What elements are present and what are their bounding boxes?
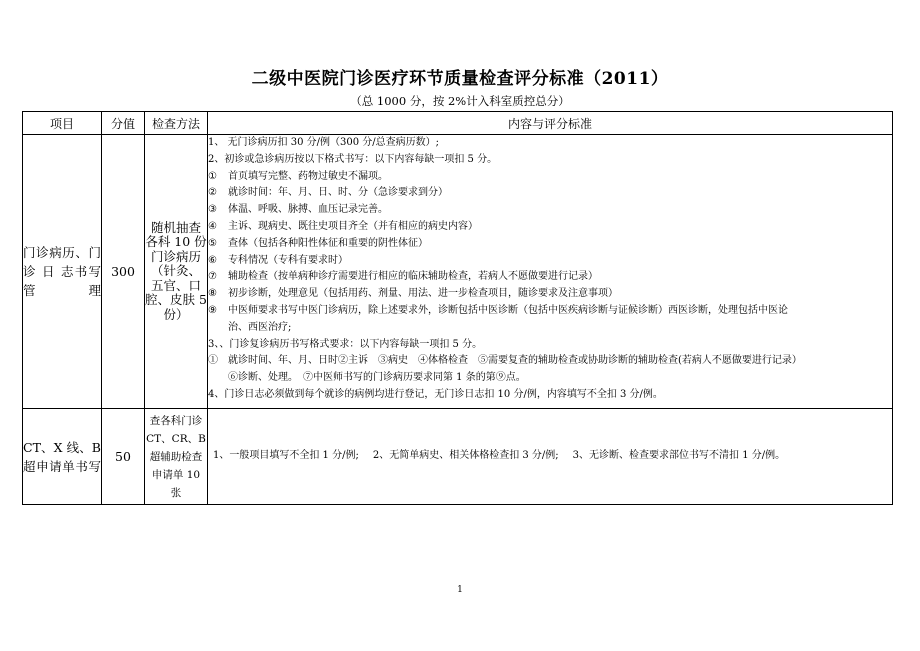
criterion-3: 3、无诊断、检查要求部位书写不清扣 1 分/例。 (572, 450, 786, 462)
page-number: 1 (457, 585, 463, 595)
content-item (208, 303, 892, 320)
item-text: 主诉、现病史、既往史项目齐全（并有相应的病史内容） (228, 220, 478, 232)
table-row (23, 409, 893, 505)
content-line: 3、、门诊复诊病历书写格式要求：以下内容每缺一项扣 5 分。 (208, 338, 483, 350)
document-subtitle: （总 1000 分，按 2%计入科室质控总分） (350, 94, 570, 108)
item-text: 首页填写完整、药物过敏史不漏项。 (228, 170, 388, 182)
content-item (208, 253, 892, 270)
scoring-table (22, 111, 893, 505)
item-marker: ⑦ (208, 271, 217, 283)
content-line (213, 448, 892, 465)
header-content: 内容与评分标准 (208, 112, 893, 135)
content-item (208, 202, 892, 219)
row-score: 50 (102, 409, 145, 505)
content-item-continuation: 治、西医治疗; (228, 321, 292, 333)
content-item (208, 219, 892, 236)
content-line: 1、 无门诊病历扣 30 分/例（300 分/总查病历数）; (208, 137, 439, 148)
criterion-1: 1、一般项目填写不全扣 1 分/例; (213, 450, 359, 462)
content-items (208, 169, 892, 337)
row-method: 随机抽查各科 10 份门诊病历（针灸、五官、口腔、皮肤 5 份） (145, 135, 208, 409)
item-marker: ③ (208, 204, 217, 216)
content-line-continuation: ⑥诊断、处理。 ⑦中医师书写的门诊病历要求同第 1 条的第⑨点。 (228, 372, 526, 384)
row-item: CT、X 线、B 超申请单书写 (23, 409, 102, 505)
item-marker: ⑤ (208, 237, 217, 249)
item-text: 中医师要求书写中医门诊病历，除上述要求外，诊断包括中医诊断（包括中医疾病诊断与证候诊断）西医诊断，处理包括中医论 (228, 304, 788, 316)
content-item (208, 269, 892, 286)
criterion-2: 2、无简单病史、相关体格检查扣 3 分/例; (372, 450, 559, 462)
content-line: ① 就诊时间、年、月、日时②主诉 ③病史 ④体格检查 ⑤需要复查的辅助检查或协助诊断的辅助检查(若病人不愿做要进行记录） (208, 355, 802, 367)
content-item (208, 286, 892, 303)
header-item: 项目 (23, 112, 102, 135)
item-text: 专科情况（专科有要求时） (228, 254, 348, 266)
item-text: 查体（包括各种阳性体征和重要的阴性体征） (228, 237, 428, 249)
table-row (23, 135, 893, 409)
item-text: 就诊时间：年、月、日、时、分（急诊要求到分） (228, 187, 448, 199)
row-item: 门诊病历、门 诊 日 志书写管理 (23, 135, 102, 409)
item-marker: ① (208, 170, 217, 182)
item-text: 体温、呼吸、脉搏、血压记录完善。 (228, 204, 388, 216)
item-text: 辅助检查（按单病种诊疗需要进行相应的临床辅助检查，若病人不愿做要进行记录） (228, 271, 598, 283)
document-title: 二级中医院门诊医疗环节质量检查评分标准（2011） (251, 69, 669, 89)
item-marker: ⑥ (208, 254, 217, 266)
content-item (208, 185, 892, 202)
item-marker: ④ (208, 220, 217, 232)
header-score: 分值 (102, 112, 145, 135)
item-marker: ⑧ (208, 288, 217, 300)
table-header-row (23, 112, 893, 135)
item-text: 初步诊断，处理意见（包括用药、剂量、用法、进一步检查项目，随诊要求及注意事项） (228, 288, 618, 300)
row-score: 300 (102, 135, 145, 409)
content-item (208, 169, 892, 186)
item-marker: ② (208, 187, 217, 199)
row-content (208, 409, 893, 505)
content-line: 2、初诊或急诊病历按以下格式书写：以下内容每缺一项扣 5 分。 (208, 153, 498, 165)
row-method: 查各科门诊 CT、CR、B 超辅助检查申请单 10 张 (145, 409, 208, 505)
row-content (208, 135, 893, 409)
item-marker: ⑨ (208, 304, 217, 316)
header-method: 检查方法 (145, 112, 208, 135)
content-line: 4、门诊日志必须做到每个就诊的病例均进行登记，无门诊日志扣 10 分/例，内容填写不全扣 3 分/例。 (208, 388, 663, 400)
content-item (208, 236, 892, 253)
